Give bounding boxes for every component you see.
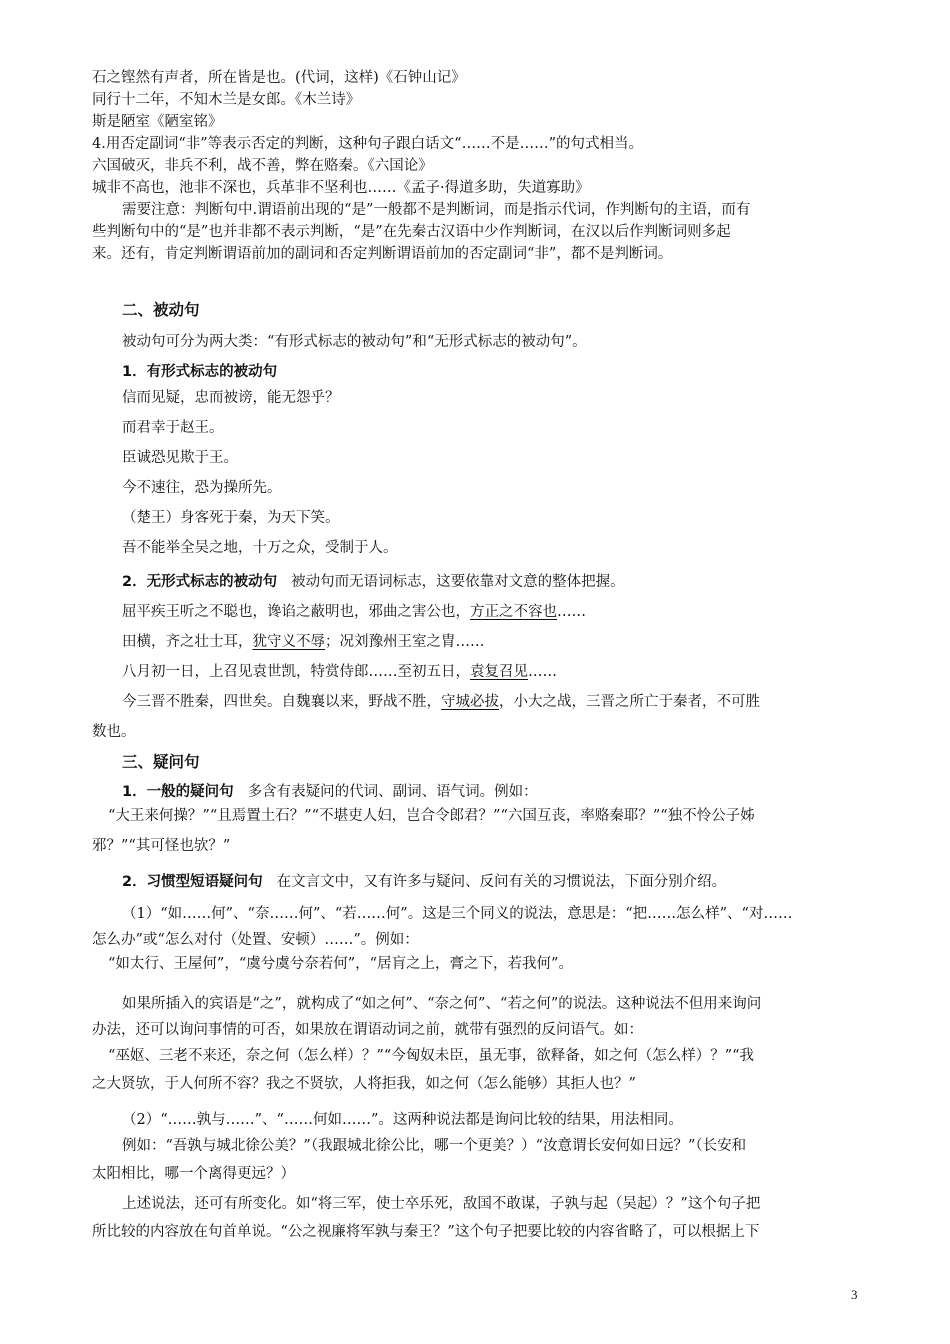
text-line: 斯是陋室《陋室铭》 [92, 114, 223, 130]
example-line: 数也。 [92, 724, 136, 740]
paragraph: 办法，还可以询问事情的可否，如果放在谓语动词之前，就带有强烈的反问语气。如： [92, 1022, 643, 1038]
example-line: 今不速往，恐为操所先。 [122, 480, 282, 496]
text-line: 六国破灭，非兵不利，战不善，弊在赂秦。《六国论》 [92, 158, 433, 174]
paragraph: 被动句可分为两大类：“有形式标志的被动句”和“无形式标志的被动句”。 [122, 334, 587, 350]
paragraph: 例如：“吾孰与城北徐公美？”（我跟城北徐公比，哪一个更美？）“汝意谓长安何如日远？”（长安和 [122, 1138, 747, 1154]
example-line: 吾不能举全吴之地，十万之众，受制于人。 [122, 540, 398, 556]
sub-heading: 1．一般的疑问句 [122, 784, 234, 800]
text-line: 石之铿然有声者，所在皆是也。(代词，这样)《石钟山记》 [92, 70, 466, 86]
underlined-phrase: 守城必拔 [441, 694, 499, 710]
example-line: “大王来何操？”“且焉置土石？”“不堪吏人妇，岂合令郎君？”“六国互丧，率赂秦耶？”“独不怜公子姊 [108, 808, 755, 824]
example-line: “巫妪、三老不来还，奈之何（怎么样）？”“今匈奴未臣，虽无事，欲释备，如之何（怎么样）？”“我 [108, 1048, 755, 1064]
example-line: 今三晋不胜秦，四世矣。自魏襄以来，野战不胜，守城必拔，小大之战，三晋之所亡于秦者，不可胜 [122, 694, 760, 710]
sub-heading-desc: 在文言文中，又有许多与疑问、反问有关的习惯说法，下面分别介绍。 [276, 874, 727, 890]
text-line: 些判断句中的“是”也并非都不表示判断，“是”在先秦古汉语中少作判断词，在汉以后作判断词则多起 [92, 224, 731, 240]
paragraph: 上述说法，还可有所变化。如“将三军，使士卒乐死，敌国不敢谋，子孰与起（吴起）？”这个句子把 [122, 1196, 761, 1212]
example-line: 太阳相比，哪一个离得更远？） [92, 1166, 295, 1182]
example-line: 臣诚恐见欺于王。 [122, 450, 238, 466]
sub-heading-line [122, 782, 538, 802]
example-line: “如太行、王屋何”，“虞兮虞兮奈若何”，“居肓之上，膏之下，若我何”。 [108, 956, 573, 972]
sub-heading-desc: 被动句而无语词标志，这要依靠对文意的整体把握。 [291, 574, 625, 590]
paragraph: （1）“如……何”、“奈……何”、“若……何”。这是三个同义的说法，意思是：“把……怎么样”、“对…… [122, 906, 793, 922]
paragraph: 如果所插入的宾语是“之”，就构成了“如之何”、“奈之何”、“若之何”的说法。这种说法不但用来询问 [122, 996, 762, 1012]
sub-heading: 2．无形式标志的被动句 [122, 574, 278, 590]
underlined-phrase: 方正之不容也 [470, 604, 557, 620]
underlined-phrase: 袁复召见 [470, 664, 528, 680]
example-line: （楚王）身客死于秦，为天下笑。 [122, 510, 340, 526]
example-line: 田横，齐之壮士耳，犹守义不辱；况刘豫州王室之胄…… [122, 634, 485, 650]
text-line: 4.用否定副词“非”等表示否定的判断，这种句子跟白话文“……不是……”的句式相当。 [92, 136, 643, 152]
sub-heading-desc: 多含有表疑问的代词、副词、语气词。例如： [247, 784, 538, 800]
text-line: 来。还有，肯定判断谓语前加的副词和否定判断谓语前加的否定副词“非”，都不是判断词。 [92, 246, 673, 262]
page-number: 3 [851, 1287, 858, 1302]
text-line: 同行十二年，不知木兰是女郎。《木兰诗》 [92, 92, 361, 108]
paragraph: （2）“……孰与……”、“……何如……”。这两种说法都是询问比较的结果，用法相同。 [122, 1112, 683, 1128]
example-line: 信而见疑，忠而被谤，能无怨乎？ [122, 390, 340, 406]
paragraph: 所比较的内容放在句首单说。“公之视廉将军孰与秦王？”这个句子把要比较的内容省略了，可以根据上下 [92, 1224, 760, 1240]
section-heading: 二、被动句 [122, 301, 200, 319]
sub-heading: 1．有形式标志的被动句 [122, 364, 278, 380]
example-line: 而君幸于赵王。 [122, 420, 224, 436]
example-line: 之大贤欤，于人何所不容？我之不贤欤，人将拒我，如之何（怎么能够）其拒人也？” [92, 1076, 636, 1092]
example-line: 八月初一日，上召见袁世凯，特赏侍郎……至初五日，袁复召见…… [122, 664, 557, 680]
section-heading: 三、疑问句 [122, 753, 200, 771]
paragraph: 怎么办”或“怎么对付（处置、安顿）……”。例如： [92, 932, 419, 948]
sub-heading-line [122, 872, 726, 892]
sub-heading-line [122, 572, 625, 592]
sub-heading: 2．习惯型短语疑问句 [122, 874, 263, 890]
text-line: 城非不高也，池非不深也，兵革非不坚利也……《孟子·得道多助，失道寡助》 [92, 180, 590, 196]
example-line: 屈平疾王听之不聪也，谗谄之蔽明也，邪曲之害公也，方正之不容也…… [122, 604, 586, 620]
example-line: 邪？”“其可怪也欤？” [92, 838, 231, 854]
text-line: 需要注意：判断句中.谓语前出现的“是”一般都不是判断词，而是指示代词，作判断句的主语，而有 [122, 202, 751, 218]
underlined-phrase: 犹守义不辱 [252, 634, 325, 650]
